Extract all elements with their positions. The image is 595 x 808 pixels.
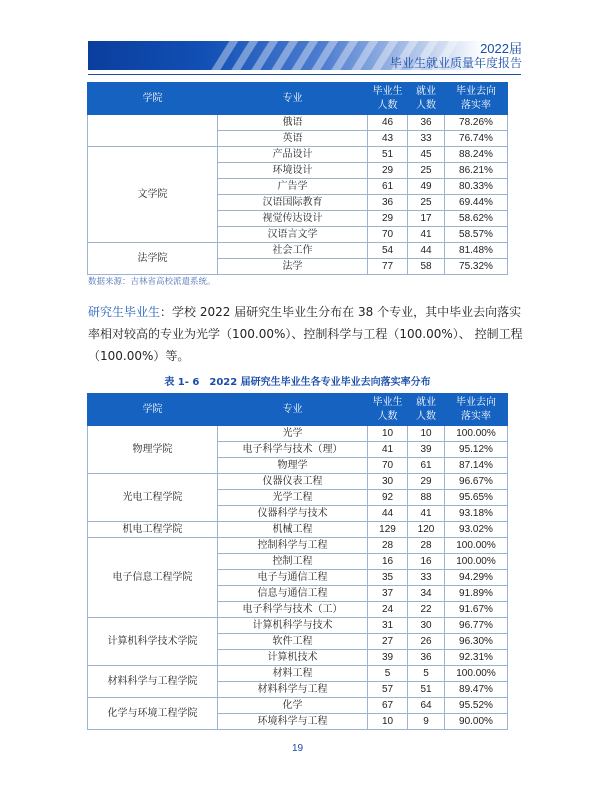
rate-cell: 86.21% (445, 163, 508, 179)
graduates-cell: 28 (368, 538, 408, 554)
rate-cell: 81.48% (445, 243, 508, 259)
major-cell: 产品设计 (218, 147, 368, 163)
rate-cell: 87.14% (445, 458, 508, 474)
table-row (88, 243, 508, 259)
rate-cell: 96.67% (445, 474, 508, 490)
major-cell: 软件工程 (218, 634, 368, 650)
graduates-cell: 57 (368, 682, 408, 698)
graduates-cell: 41 (368, 442, 408, 458)
header-divider (88, 74, 521, 75)
college-cell: 计算机科学技术学院 (88, 618, 218, 666)
graduates-cell: 31 (368, 618, 408, 634)
major-cell: 计算机科学与技术 (218, 618, 368, 634)
rate-cell: 100.00% (445, 666, 508, 682)
table-row (88, 522, 508, 538)
major-cell: 俄语 (218, 115, 368, 131)
page-number: 19 (291, 743, 304, 754)
header-employed: 就业 人数 (408, 394, 445, 426)
table-body (88, 115, 508, 275)
graduates-cell: 46 (368, 115, 408, 131)
rate-cell: 95.65% (445, 490, 508, 506)
header-college: 学院 (88, 394, 218, 426)
graduates-cell: 37 (368, 586, 408, 602)
major-cell: 电子与通信工程 (218, 570, 368, 586)
employed-cell: 34 (408, 586, 445, 602)
rate-cell: 80.33% (445, 179, 508, 195)
undergrad-major-table (87, 82, 508, 275)
employed-cell: 26 (408, 634, 445, 650)
graduates-cell: 129 (368, 522, 408, 538)
employed-cell: 88 (408, 490, 445, 506)
rate-cell: 100.00% (445, 426, 508, 442)
employed-cell: 36 (408, 115, 445, 131)
major-cell: 环境设计 (218, 163, 368, 179)
major-cell: 化学 (218, 698, 368, 714)
rate-cell: 93.18% (445, 506, 508, 522)
paragraph-text-1: ：学校 2022 届研究生毕业生分布在 38 个专业，其中毕业去向落实 (160, 305, 522, 319)
major-cell: 法学 (218, 259, 368, 275)
header-rate: 毕业去向 落实率 (445, 83, 508, 115)
rate-cell: 58.62% (445, 211, 508, 227)
employed-cell: 30 (408, 618, 445, 634)
major-cell: 物理学 (218, 458, 368, 474)
rate-cell: 93.02% (445, 522, 508, 538)
paragraph-line-2: 率相对较高的专业为光学（100.00%）、控制科学与工程（100.00%）、 控制工程 (88, 327, 523, 341)
major-cell: 汉语言文学 (218, 227, 368, 243)
rate-cell: 91.89% (445, 586, 508, 602)
major-cell: 信息与通信工程 (218, 586, 368, 602)
table-body (88, 426, 508, 730)
employed-cell: 64 (408, 698, 445, 714)
table-row (88, 538, 508, 554)
rate-cell: 100.00% (445, 554, 508, 570)
table-header (88, 83, 508, 115)
table-row (88, 474, 508, 490)
employed-cell: 33 (408, 131, 445, 147)
source-note: 数据来源：吉林省高校派遣系统。 (88, 277, 216, 287)
graduate-major-table (87, 393, 508, 730)
rate-cell: 96.30% (445, 634, 508, 650)
employed-cell: 44 (408, 243, 445, 259)
header-employed: 就业 人数 (408, 83, 445, 115)
college-cell: 光电工程学院 (88, 474, 218, 522)
graduates-cell: 70 (368, 227, 408, 243)
header-title: 毕业生就业质量年度报告 (389, 56, 522, 70)
graduates-cell: 67 (368, 698, 408, 714)
graduates-cell: 51 (368, 147, 408, 163)
employed-cell: 25 (408, 195, 445, 211)
rate-cell: 95.12% (445, 442, 508, 458)
header-row (88, 394, 508, 426)
employed-cell: 33 (408, 570, 445, 586)
graduates-cell: 10 (368, 714, 408, 730)
rate-cell: 69.44% (445, 195, 508, 211)
paragraph-line-3: （100.00%）等。 (88, 349, 190, 363)
graduates-cell: 39 (368, 650, 408, 666)
rate-cell: 92.31% (445, 650, 508, 666)
employed-cell: 39 (408, 442, 445, 458)
graduates-cell: 29 (368, 211, 408, 227)
major-cell: 机械工程 (218, 522, 368, 538)
college-cell: 电子信息工程学院 (88, 538, 218, 618)
major-cell: 视觉传达设计 (218, 211, 368, 227)
graduates-cell: 44 (368, 506, 408, 522)
major-cell: 控制科学与工程 (218, 538, 368, 554)
major-cell: 光学 (218, 426, 368, 442)
employed-cell: 9 (408, 714, 445, 730)
major-cell: 仪器科学与技术 (218, 506, 368, 522)
table-row (88, 698, 508, 714)
graduates-cell: 24 (368, 602, 408, 618)
employed-cell: 28 (408, 538, 445, 554)
employed-cell: 17 (408, 211, 445, 227)
major-cell: 电子科学与技术（理） (218, 442, 368, 458)
rate-cell: 91.67% (445, 602, 508, 618)
employed-cell: 10 (408, 426, 445, 442)
table-row (88, 115, 508, 131)
employed-cell: 22 (408, 602, 445, 618)
graduates-cell: 5 (368, 666, 408, 682)
rate-cell: 96.77% (445, 618, 508, 634)
rate-cell: 89.47% (445, 682, 508, 698)
table-caption: 表 1- 6 2022 届研究生毕业生各专业毕业去向落实率分布 (164, 377, 431, 388)
header-graduates: 毕业生 人数 (368, 394, 408, 426)
rate-cell: 95.52% (445, 698, 508, 714)
paragraph-lead: 研究生毕业生 (88, 305, 161, 319)
employed-cell: 36 (408, 650, 445, 666)
header-college: 学院 (88, 83, 218, 115)
employed-cell: 5 (408, 666, 445, 682)
college-cell: 物理学院 (88, 426, 218, 474)
graduates-cell: 54 (368, 243, 408, 259)
major-cell: 光学工程 (218, 490, 368, 506)
graduates-cell: 16 (368, 554, 408, 570)
employed-cell: 51 (408, 682, 445, 698)
graduates-cell: 30 (368, 474, 408, 490)
college-cell: 材料科学与工程学院 (88, 666, 218, 698)
major-cell: 仪器仪表工程 (218, 474, 368, 490)
table-row (88, 147, 508, 163)
college-cell (88, 115, 218, 147)
graduates-cell: 36 (368, 195, 408, 211)
rate-cell: 100.00% (445, 538, 508, 554)
rate-cell: 94.29% (445, 570, 508, 586)
graduates-cell: 77 (368, 259, 408, 275)
header-major: 专业 (218, 83, 368, 115)
header-year: 2022届 (480, 41, 522, 56)
employed-cell: 58 (408, 259, 445, 275)
employed-cell: 120 (408, 522, 445, 538)
rate-cell: 76.74% (445, 131, 508, 147)
major-cell: 广告学 (218, 179, 368, 195)
major-cell: 汉语国际教育 (218, 195, 368, 211)
college-cell: 化学与环境工程学院 (88, 698, 218, 730)
employed-cell: 49 (408, 179, 445, 195)
major-cell: 计算机技术 (218, 650, 368, 666)
graduates-cell: 70 (368, 458, 408, 474)
major-cell: 电子科学与技术（工） (218, 602, 368, 618)
rate-cell: 58.57% (445, 227, 508, 243)
major-cell: 社会工作 (218, 243, 368, 259)
college-cell: 文学院 (88, 147, 218, 243)
major-cell: 环境科学与工程 (218, 714, 368, 730)
graduates-cell: 10 (368, 426, 408, 442)
graduates-cell: 27 (368, 634, 408, 650)
graduates-cell: 92 (368, 490, 408, 506)
graduates-cell: 61 (368, 179, 408, 195)
employed-cell: 29 (408, 474, 445, 490)
major-cell: 材料工程 (218, 666, 368, 682)
rate-cell: 90.00% (445, 714, 508, 730)
graduates-cell: 35 (368, 570, 408, 586)
employed-cell: 61 (408, 458, 445, 474)
employed-cell: 41 (408, 506, 445, 522)
college-cell: 法学院 (88, 243, 218, 275)
major-cell: 英语 (218, 131, 368, 147)
header-graduates: 毕业生 人数 (368, 83, 408, 115)
graduates-cell: 43 (368, 131, 408, 147)
college-cell: 机电工程学院 (88, 522, 218, 538)
employed-cell: 45 (408, 147, 445, 163)
rate-cell: 75.32% (445, 259, 508, 275)
header-major: 专业 (218, 394, 368, 426)
header-row (88, 83, 508, 115)
employed-cell: 41 (408, 227, 445, 243)
paragraph-line-1 (88, 301, 528, 323)
header-rate: 毕业去向 落实率 (445, 394, 508, 426)
employed-cell: 16 (408, 554, 445, 570)
table-row (88, 618, 508, 634)
major-cell: 控制工程 (218, 554, 368, 570)
rate-cell: 78.26% (445, 115, 508, 131)
graduates-cell: 29 (368, 163, 408, 179)
table-row (88, 666, 508, 682)
employed-cell: 25 (408, 163, 445, 179)
major-cell: 材料科学与工程 (218, 682, 368, 698)
table-header (88, 394, 508, 426)
table-row (88, 426, 508, 442)
rate-cell: 88.24% (445, 147, 508, 163)
